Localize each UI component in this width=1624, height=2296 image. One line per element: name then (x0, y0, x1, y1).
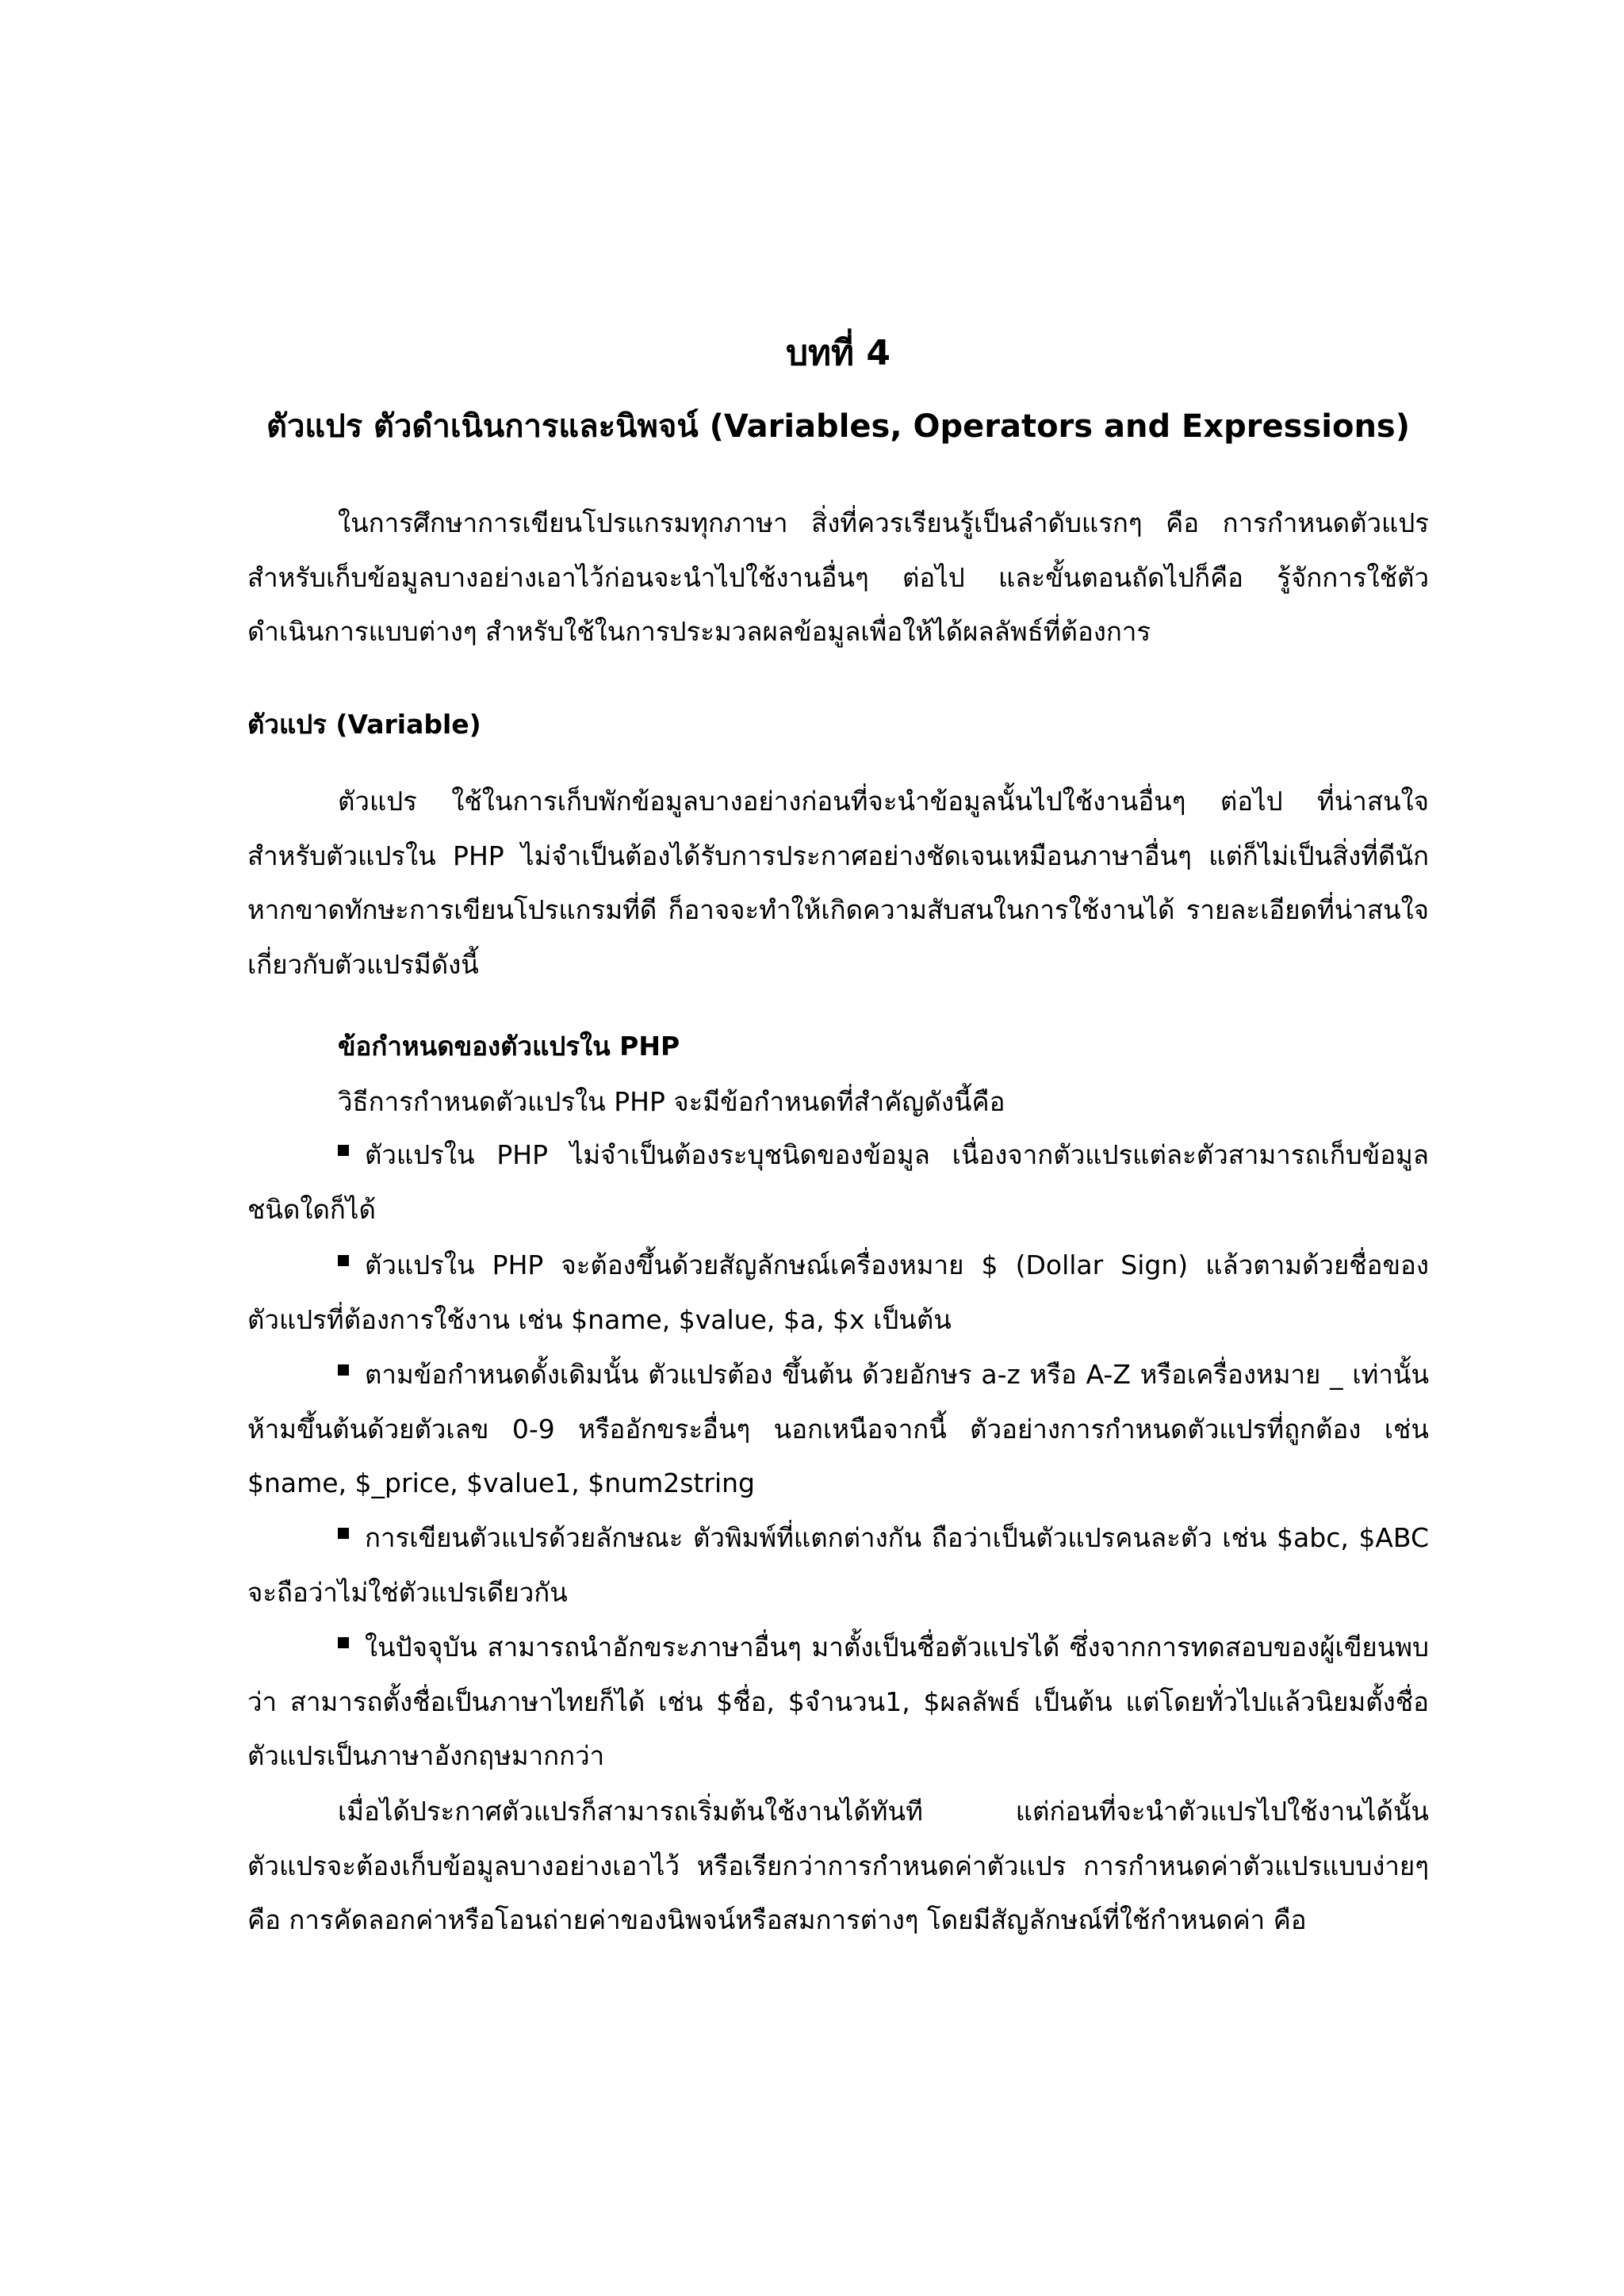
square-bullet-icon (338, 1364, 349, 1376)
rule-text-5: ในปัจจุบัน สามารถนำอักขระภาษาอื่นๆ มาตั้งเป็นชื่อตัวแปรได้ ซึ่งจากการทดสอบของผู้เขียนพบว่า สามารถตั้งชื่อเป็นภาษาไทยก็ได้ เช่น $ชื่อ, $จำนวน1, $ผลลัพธ์ เป็นต้น แต่โดยทั่วไปแล้วนิยมตั้งชื่อตัวแปรเป็นภาษาอังกฤษมากกว่า (247, 1632, 1429, 1771)
square-bullet-icon (338, 1255, 349, 1266)
chapter-number: บทที่ 4 (786, 333, 891, 373)
chapter-title: ตัวแปร ตัวดำเนินการและนิพจน์ (Variables, Operators and Expressions) (266, 408, 1411, 445)
square-bullet-icon (338, 1528, 349, 1539)
rule-item-5 (247, 1621, 1429, 1784)
variable-paragraph: ตัวแปร ใช้ในการเก็บพักข้อมูลบางอย่างก่อนที่จะนำข้อมูลนั้นไปใช้งานอื่นๆ ต่อไป ที่น่าสนใจสำหรับตัวแปรใน PHP ไม่จำเป็นต้องได้รับการประกาศอย่างชัดเจนเหมือนภาษาอื่นๆ แต่ก็ไม่เป็นสิ่งที่ดีนักหากขาดทักษะการเขียนโปรแกรมที่ดี ก็อาจจะทำให้เกิดความสับสนในการใช้งานได้ รายละเอียดที่น่าสนใจเกี่ยวกับตัวแปรมีดังนี้ (247, 786, 1429, 980)
rule-item-4 (247, 1511, 1429, 1620)
square-bullet-icon (338, 1637, 349, 1648)
rule-text-3: ตามข้อกำหนดดั้งเดิมนั้น ตัวแปรต้อง ขึ้นต้น ด้วยอักษร a-z หรือ A-Z หรือเครื่องหมาย _ เท่านั้น ห้ามขึ้นต้นด้วยตัวเลข 0-9 หรืออักขระอื่นๆ นอกเหนือจากนี้ ตัวอย่างการกำหนดตัวแปรที่ถูกต้อง เช่น $name, $_price, $value1, $num2string (247, 1359, 1429, 1498)
section-heading-variable: ตัวแปร (Variable) (247, 709, 481, 740)
rules-intro: วิธีการกำหนดตัวแปรใน PHP จะมีข้อกำหนดที่สำคัญดังนี้คือ (338, 1086, 1005, 1117)
rule-text-1: ตัวแปรใน PHP ไม่จำเป็นต้องระบุชนิดของข้อมูล เนื่องจากตัวแปรแต่ละตัวสามารถเก็บข้อมูลชนิดใดก็ได้ (247, 1139, 1429, 1225)
intro-paragraph: ในการศึกษาการเขียนโปรแกรมทุกภาษา สิ่งที่ควรเรียนรู้เป็นลำดับแรกๆ คือ การกำหนดตัวแปรสำหรับเก็บข้อมูลบางอย่างเอาไว้ก่อนจะนำไปใช้งานอื่นๆ ต่อไป และขั้นตอนถัดไปก็คือ รู้จักการใช้ตัวดำเนินการแบบต่างๆ สำหรับใช้ในการประมวลผลข้อมูลเพื่อให้ได้ผลลัพธ์ที่ต้องการ (247, 507, 1429, 647)
rule-item-2 (247, 1238, 1429, 1347)
closing-paragraph: เมื่อได้ประกาศตัวแปรก็สามารถเริ่มต้นใช้งานได้ทันที แต่ก่อนที่จะนำตัวแปรไปใช้งานได้นั้น ตัวแปรจะต้องเก็บข้อมูลบางอย่างเอาไว้ หรือเรียกว่าการกำหนดค่าตัวแปร การกำหนดค่าตัวแปรแบบง่ายๆ คือ การคัดลอกค่าหรือโอนถ่ายค่าของนิพจน์หรือสมการต่างๆ โดยมีสัญลักษณ์ที่ใช้กำหนดค่า คือ (247, 1796, 1429, 1935)
rule-text-4: การเขียนตัวแปรด้วยลักษณะ ตัวพิมพ์ที่แตกต่างกัน ถือว่าเป็นตัวแปรคนละตัว เช่น $abc, $ABC จะถือว่าไม่ใช่ตัวแปรเดียวกัน (247, 1522, 1429, 1608)
rule-text-2: ตัวแปรใน PHP จะต้องขึ้นด้วยสัญลักษณ์เครื่องหมาย $ (Dollar Sign) แล้วตามด้วยชื่อของตัวแปรที่ต้องการใช้งาน เช่น $name, $value, $a, $x เป็นต้น (247, 1249, 1429, 1335)
rules-heading: ข้อกำหนดของตัวแปรใน PHP (338, 1031, 680, 1062)
rule-item-1 (247, 1128, 1429, 1237)
square-bullet-icon (338, 1145, 349, 1156)
rule-item-3 (247, 1348, 1429, 1511)
